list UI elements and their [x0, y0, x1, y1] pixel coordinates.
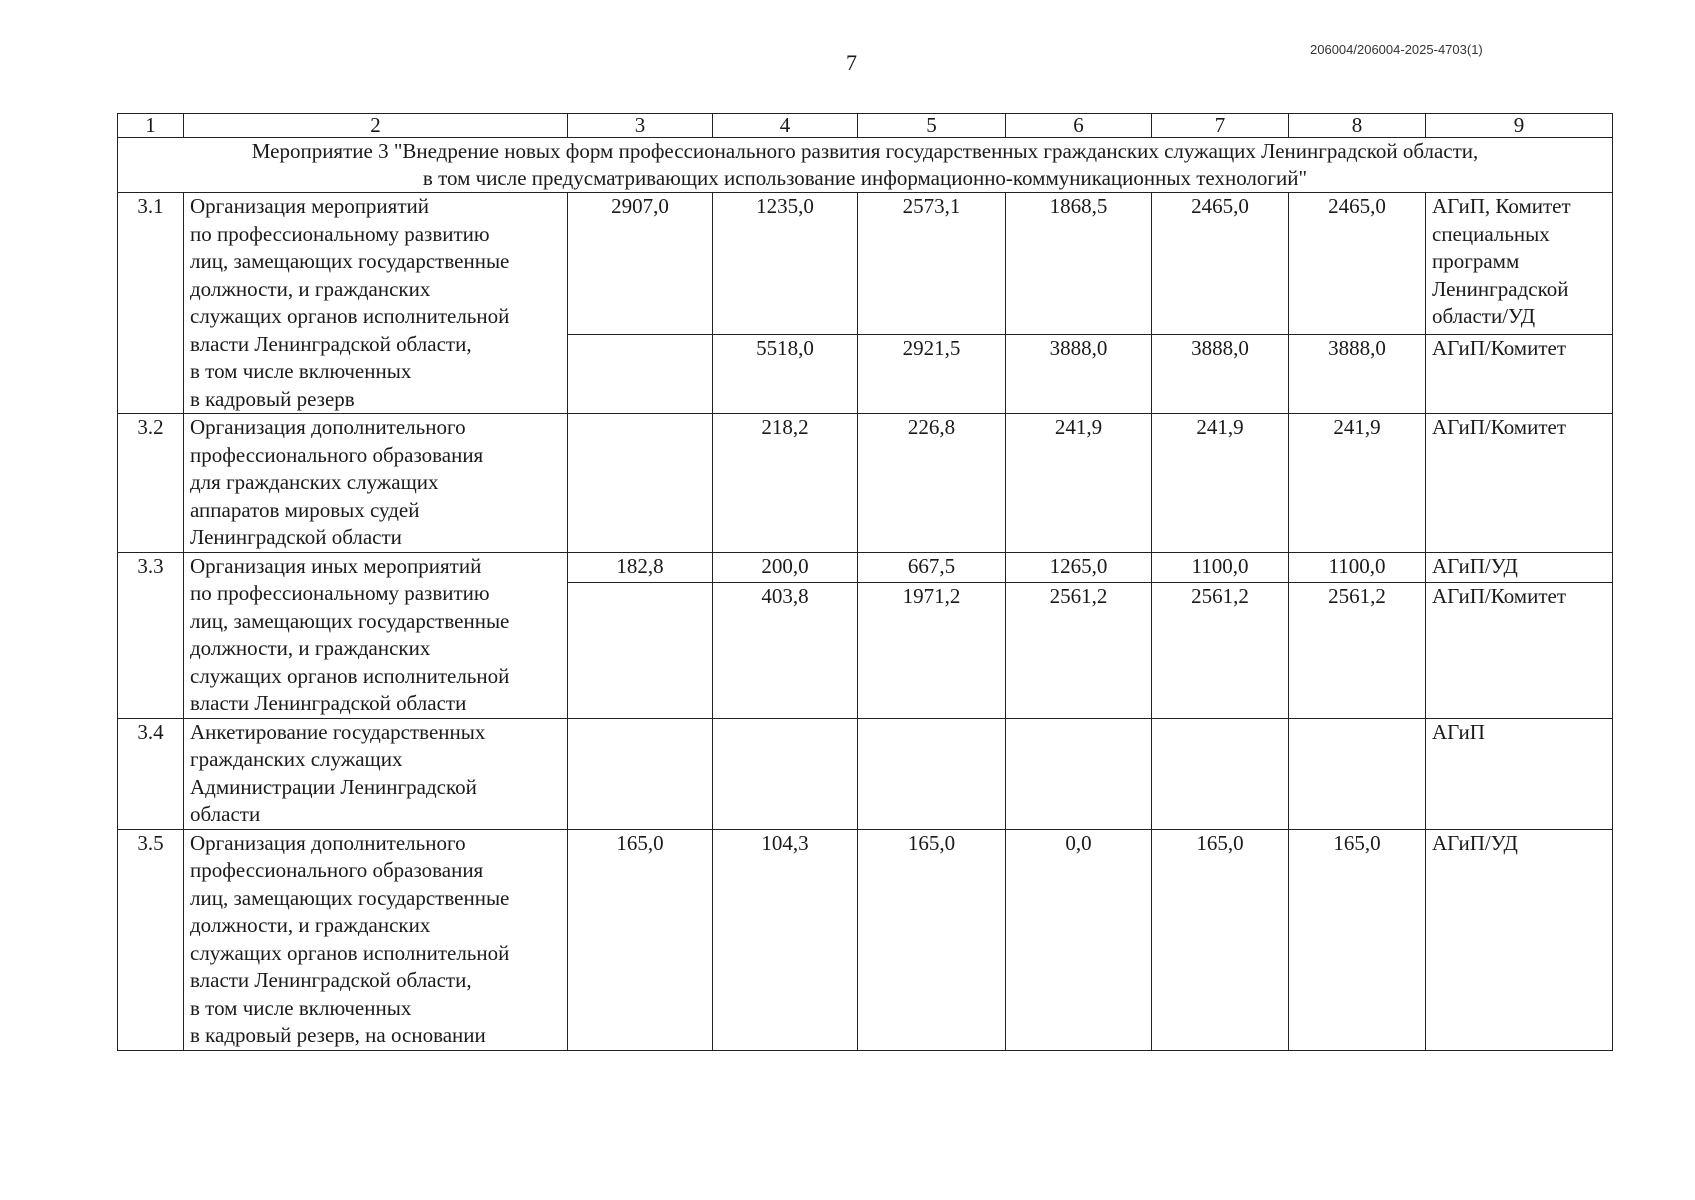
value-cell: 1235,0	[713, 193, 858, 335]
value-cell: 2465,0	[1289, 193, 1426, 335]
value-cell: 241,9	[1152, 414, 1289, 553]
measure-name	[184, 718, 568, 829]
measure-name-line: лиц, замещающих государственные	[190, 249, 510, 273]
measure-name-line: лиц, замещающих государственные	[190, 885, 510, 910]
value-cell: 165,0	[568, 829, 713, 1050]
value-cell: 1100,0	[1152, 552, 1289, 582]
value-cell	[1152, 718, 1289, 829]
measure-name-line: профессионального образования	[190, 858, 484, 882]
measure-name-line: в кадровый резерв	[190, 386, 355, 411]
section-title-line: в том числе предусматривающих использование информационно-коммуникационных технологий"	[422, 166, 1308, 190]
row-index: 3.3	[118, 552, 184, 718]
measure-name-line: власти Ленинградской области	[190, 691, 467, 715]
value-cell	[858, 718, 1006, 829]
value-cell: 2561,2	[1289, 582, 1426, 718]
value-cell: 2561,2	[1006, 582, 1152, 718]
value-cell	[568, 582, 713, 718]
value-cell: 3888,0	[1152, 335, 1289, 414]
value-cell: 5518,0	[713, 335, 858, 414]
measure-name-line: по профессиональному развитию	[190, 581, 490, 605]
measure-name-line: по профессиональному развитию	[190, 221, 490, 246]
executor-line: АГиП/УД	[1432, 553, 1518, 578]
value-cell: 218,2	[713, 414, 858, 553]
table-row	[118, 414, 1613, 553]
value-cell	[1006, 718, 1152, 829]
value-cell: 200,0	[713, 552, 858, 582]
measure-name-line: Организация дополнительного	[190, 415, 466, 439]
value-cell: 165,0	[1152, 829, 1289, 1050]
value-cell: 0,0	[1006, 829, 1152, 1050]
section-title-line: Мероприятие 3 "Внедрение новых форм профессионального развития государственных гражданских служащих Ленинградской области,	[251, 139, 1479, 163]
measure-name-line: должности, и гражданских	[190, 636, 431, 660]
value-cell: 165,0	[858, 829, 1006, 1050]
measure-name	[184, 829, 568, 1050]
column-numbers-row	[118, 114, 1613, 138]
executor-cell	[1426, 193, 1613, 335]
measures-table	[117, 113, 1613, 1051]
measure-name-line: служащих органов исполнительной	[190, 940, 510, 965]
table-row	[118, 193, 1613, 335]
value-cell: 2573,1	[858, 193, 1006, 335]
column-header: 2	[184, 114, 568, 138]
executor-line: АГиП/Комитет	[1432, 415, 1567, 439]
value-cell: 2561,2	[1152, 582, 1289, 718]
measure-name-line: профессионального образования	[190, 442, 484, 467]
measure-name-line: Организация мероприятий	[190, 194, 429, 218]
executor-line: специальных	[1432, 221, 1550, 246]
value-cell	[713, 718, 858, 829]
measure-name-line: для гражданских служащих	[190, 470, 439, 494]
measure-name-line: должности, и гражданских	[190, 913, 431, 937]
table-row	[118, 718, 1613, 829]
executor-line: Ленинградской	[1432, 276, 1569, 301]
executor-line: АГиП	[1432, 719, 1485, 744]
measure-name-line: должности, и гражданских	[190, 276, 431, 301]
value-cell: 403,8	[713, 582, 858, 718]
value-cell: 1868,5	[1006, 193, 1152, 335]
executor-cell	[1426, 414, 1613, 553]
executor-cell	[1426, 552, 1613, 582]
value-cell: 2907,0	[568, 193, 713, 335]
column-header: 6	[1006, 114, 1152, 138]
value-cell: 2921,5	[858, 335, 1006, 414]
measure-name-line: служащих органов исполнительной	[190, 663, 510, 688]
value-cell	[568, 718, 713, 829]
measure-name-line: в том числе включенных	[190, 995, 412, 1020]
column-header: 3	[568, 114, 713, 138]
table-row	[118, 552, 1613, 582]
measure-name-line: в кадровый резерв, на основании	[190, 1023, 486, 1047]
executor-line: АГиП, Комитет	[1432, 194, 1571, 218]
document-id: 206004/206004-2025-4703(1)	[1310, 42, 1483, 57]
measure-name-line: гражданских служащих	[190, 747, 403, 771]
value-cell	[568, 335, 713, 414]
measure-name-line: служащих органов исполнительной	[190, 304, 510, 328]
row-index: 3.4	[118, 718, 184, 829]
measure-name-line: Анкетирование государственных	[190, 719, 486, 744]
value-cell: 241,9	[1289, 414, 1426, 553]
executor-line: программ	[1432, 249, 1520, 273]
executor-cell	[1426, 718, 1613, 829]
measure-name-line: Организация иных мероприятий	[190, 553, 482, 578]
measure-name	[184, 552, 568, 718]
value-cell: 3888,0	[1006, 335, 1152, 414]
value-cell: 226,8	[858, 414, 1006, 553]
measure-name-line: Ленинградской области	[190, 525, 402, 549]
value-cell: 3888,0	[1289, 335, 1426, 414]
value-cell: 241,9	[1006, 414, 1152, 553]
section-title	[118, 138, 1613, 193]
measure-name-line: власти Ленинградской области,	[190, 968, 472, 992]
executor-cell	[1426, 335, 1613, 414]
column-header: 1	[118, 114, 184, 138]
measure-name-line: области	[190, 802, 261, 826]
value-cell: 104,3	[713, 829, 858, 1050]
value-cell: 165,0	[1289, 829, 1426, 1050]
measure-name-line: аппаратов мировых судей	[190, 497, 420, 522]
measure-name-line: лиц, замещающих государственные	[190, 608, 510, 633]
value-cell: 2465,0	[1152, 193, 1289, 335]
measure-name	[184, 193, 568, 414]
measure-name-line: Организация дополнительного	[190, 830, 466, 855]
value-cell	[1289, 718, 1426, 829]
value-cell: 1100,0	[1289, 552, 1426, 582]
measure-name	[184, 414, 568, 553]
value-cell	[568, 414, 713, 553]
row-index: 3.2	[118, 414, 184, 553]
value-cell: 1971,2	[858, 582, 1006, 718]
column-header: 8	[1289, 114, 1426, 138]
executor-line: АГиП/Комитет	[1432, 583, 1567, 608]
column-header: 7	[1152, 114, 1289, 138]
column-header: 4	[713, 114, 858, 138]
measure-name-line: Администрации Ленинградской	[190, 774, 477, 799]
measure-name-line: в том числе включенных	[190, 359, 412, 383]
measure-name-line: власти Ленинградской области,	[190, 331, 472, 356]
executor-line: АГиП/УД	[1432, 830, 1518, 855]
table-row	[118, 829, 1613, 1050]
executor-line: АГиП/Комитет	[1432, 336, 1567, 361]
row-index: 3.1	[118, 193, 184, 414]
column-header: 5	[858, 114, 1006, 138]
column-header: 9	[1426, 114, 1613, 138]
value-cell: 667,5	[858, 552, 1006, 582]
value-cell: 1265,0	[1006, 552, 1152, 582]
executor-cell	[1426, 829, 1613, 1050]
value-cell: 182,8	[568, 552, 713, 582]
section-title-row	[118, 138, 1613, 193]
executor-line: области/УД	[1432, 304, 1536, 328]
row-index: 3.5	[118, 829, 184, 1050]
executor-cell	[1426, 582, 1613, 718]
page-number: 7	[846, 50, 857, 75]
